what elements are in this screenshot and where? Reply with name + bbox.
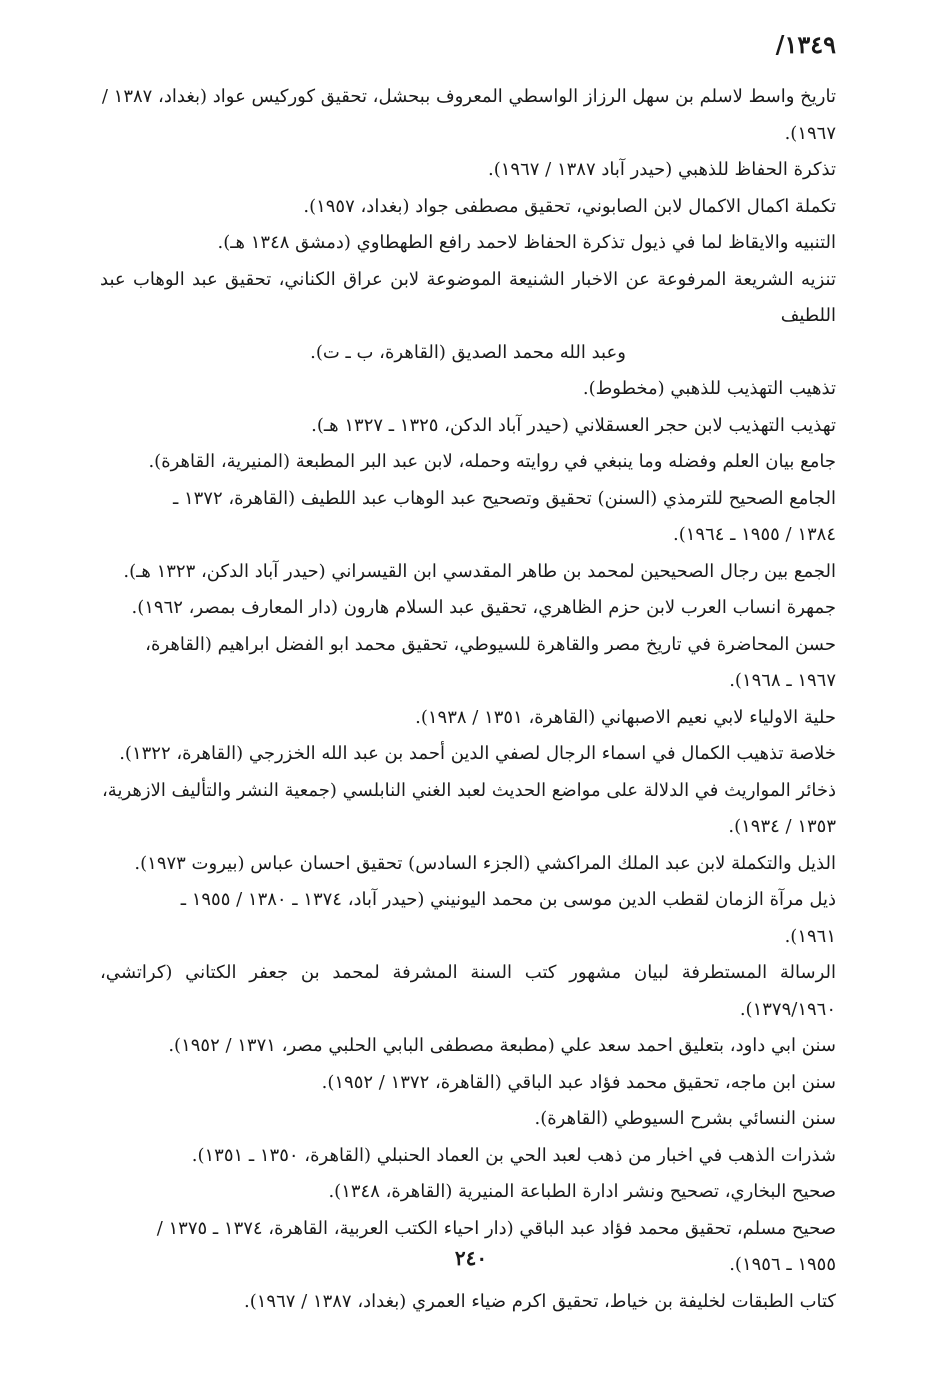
entry-line: الجامع الصحيح للترمذي (السنن) تحقيق وتصحيح عبد الوهاب عبد اللطيف (القاهرة، ١٣٧٢ ـ bbox=[172, 487, 836, 509]
bibliography-entry bbox=[100, 1101, 836, 1138]
entry-line: تذكرة الحفاظ للذهبي (حيدر آباد ١٣٨٧ / ١٩٦٧). bbox=[488, 159, 836, 180]
bibliography-entry bbox=[100, 773, 836, 846]
entry-line: التنبيه والايقاظ لما في ذيول تذكرة الحفاظ لاحمد رافع الطهطاوي (دمشق ١٣٤٨ هـ). bbox=[217, 232, 836, 253]
entry-continuation-line: ١٩٥٥ ـ ١٩٥٦). bbox=[729, 1254, 836, 1275]
bibliography-entry bbox=[100, 408, 836, 445]
bibliography-entry bbox=[100, 1138, 836, 1175]
bibliography-entry bbox=[100, 262, 836, 372]
entry-continuation-line: ١٩٦٧ ـ ١٩٦٨). bbox=[729, 670, 836, 691]
entry-continuation-line: ١٣٨٤ / ١٩٥٥ ـ ١٩٦٤). bbox=[673, 524, 836, 545]
entry-line: خلاصة تذهيب الكمال في اسماء الرجال لصفي الدين أحمد بن عبد الله الخزرجي (القاهرة، ١٣٢٢). bbox=[119, 743, 836, 764]
bibliography-entry bbox=[100, 1174, 836, 1211]
entry-line: تاريخ واسط لاسلم بن سهل الرزاز الواسطي المعروف ببحشل، تحقيق كوركيس عواد (بغداد، ١٣٨٧ / bbox=[101, 86, 836, 107]
bibliography-entry bbox=[100, 1028, 836, 1065]
bibliography-entry bbox=[100, 882, 836, 955]
entry-line: سنن النسائي بشرح السيوطي (القاهرة). bbox=[534, 1108, 836, 1129]
entry-continuation-line: ١٩٦٧). bbox=[784, 122, 836, 144]
entry-line: تنزيه الشريعة المرفوعة عن الاخبار الشنيعة الموضوعة لابن عراق الكناني، تحقيق عبد الوهاب عبد اللطيف bbox=[100, 268, 836, 326]
entry-line: ذخائر المواريث في الدلالة على مواضع الحديث لعبد الغني النابلسي (جمعية النشر والتأليف الازهرية، bbox=[101, 779, 836, 801]
bibliography-entry bbox=[100, 79, 836, 152]
bibliography-entry bbox=[100, 846, 836, 883]
bibliography-entry bbox=[100, 1284, 836, 1321]
page-number: ٢٤٠ bbox=[454, 1246, 488, 1270]
entry-line: تكملة اكمال الاكمال لابن الصابوني، تحقيق مصطفى جواد (بغداد، ١٩٥٧). bbox=[303, 195, 836, 217]
bibliography-entry bbox=[100, 955, 836, 1028]
entry-line: تذهيب التهذيب للذهبي (مخطوط). bbox=[582, 378, 836, 399]
entry-line: جامع بيان العلم وفضله وما ينبغي في روايته وحمله، لابن عبد البر المطبعة (المنيرية، القاهرة). bbox=[148, 451, 836, 472]
header-year-mark: ١٣٤٩/ bbox=[775, 30, 836, 59]
bibliography-entry bbox=[100, 554, 836, 591]
entry-line: صحيح مسلم، تحقيق محمد فؤاد عبد الباقي (دار احياء الكتب العربية، القاهرة، ١٣٧٤ ـ ١٣٧٥ / bbox=[156, 1217, 836, 1239]
entry-line: صحيح البخاري، تصحيح ونشر ادارة الطباعة المنيرية (القاهرة، ١٣٤٨). bbox=[328, 1181, 836, 1202]
bibliography-list bbox=[100, 79, 836, 1320]
bibliography-entry bbox=[100, 444, 836, 481]
bibliography-entry bbox=[100, 1065, 836, 1102]
bibliography-entry bbox=[100, 481, 836, 554]
entry-continuation-line: وعبد الله محمد الصديق (القاهرة، ب ـ ت). bbox=[310, 341, 626, 363]
entry-line: الرسالة المستطرفة لبيان مشهور كتب السنة المشرفة لمحمد بن جعفر الكتاني (كراتشي، ١٣٧٩/١٩٦٠). bbox=[100, 962, 837, 1020]
entry-line: سنن ابي داود، بتعليق احمد سعد علي (مطبعة مصطفى البابي الحلبي مصر، ١٣٧١ / ١٩٥٢). bbox=[168, 1035, 836, 1056]
bibliography-entry bbox=[100, 189, 836, 226]
bibliography-entry bbox=[100, 590, 836, 627]
bibliography-entry bbox=[100, 152, 836, 189]
entry-line: سنن ابن ماجه، تحقيق محمد فؤاد عبد الباقي (القاهرة، ١٣٧٢ / ١٩٥٢). bbox=[321, 1071, 836, 1093]
entry-line: كتاب الطبقات لخليفة بن خياط، تحقيق اكرم ضياء العمري (بغداد، ١٣٨٧ / ١٩٦٧). bbox=[243, 1290, 836, 1312]
bibliography-entry bbox=[100, 736, 836, 773]
entry-continuation-line: ١٩٦١). bbox=[784, 925, 836, 947]
entry-line: حلية الاولياء لابي نعيم الاصبهاني (القاهرة، ١٣٥١ / ١٩٣٨). bbox=[415, 706, 836, 728]
entry-line: ذيل مرآة الزمان لقطب الدين موسى بن محمد اليونيني (حيدر آباد، ١٣٧٤ ـ ١٣٨٠ / ١٩٥٥ ـ bbox=[180, 889, 836, 910]
entry-line: الجمع بين رجال الصحيحين لمحمد بن طاهر المقدسي ابن القيسراني (حيدر آباد الدكن، ١٣٢٣ هـ). bbox=[123, 560, 836, 582]
entry-line: شذرات الذهب في اخبار من ذهب لعبد الحي بن العماد الحنبلي (القاهرة، ١٣٥٠ ـ ١٣٥١). bbox=[191, 1144, 836, 1166]
entry-line: تهذيب التهذيب لابن حجر العسقلاني (حيدر آباد الدكن، ١٣٢٥ ـ ١٣٢٧ هـ). bbox=[311, 414, 836, 436]
bibliography-entry bbox=[100, 627, 836, 700]
entry-line: الذيل والتكملة لابن عبد الملك المراكشي (الجزء السادس) تحقيق احسان عباس (بيروت ١٩٧٣). bbox=[134, 852, 836, 874]
entry-continuation-line: ١٣٥٣ / ١٩٣٤). bbox=[728, 816, 836, 837]
bibliography-entry bbox=[100, 371, 836, 408]
bibliography-entry bbox=[100, 225, 836, 262]
entry-line: حسن المحاضرة في تاريخ مصر والقاهرة للسيوطي، تحقيق محمد ابو الفضل ابراهيم (القاهرة، bbox=[145, 633, 836, 655]
bibliography-entry bbox=[100, 700, 836, 737]
entry-line: جمهرة انساب العرب لابن حزم الظاهري، تحقيق عبد السلام هارون (دار المعارف بمصر، ١٩٦٢). bbox=[131, 597, 836, 618]
